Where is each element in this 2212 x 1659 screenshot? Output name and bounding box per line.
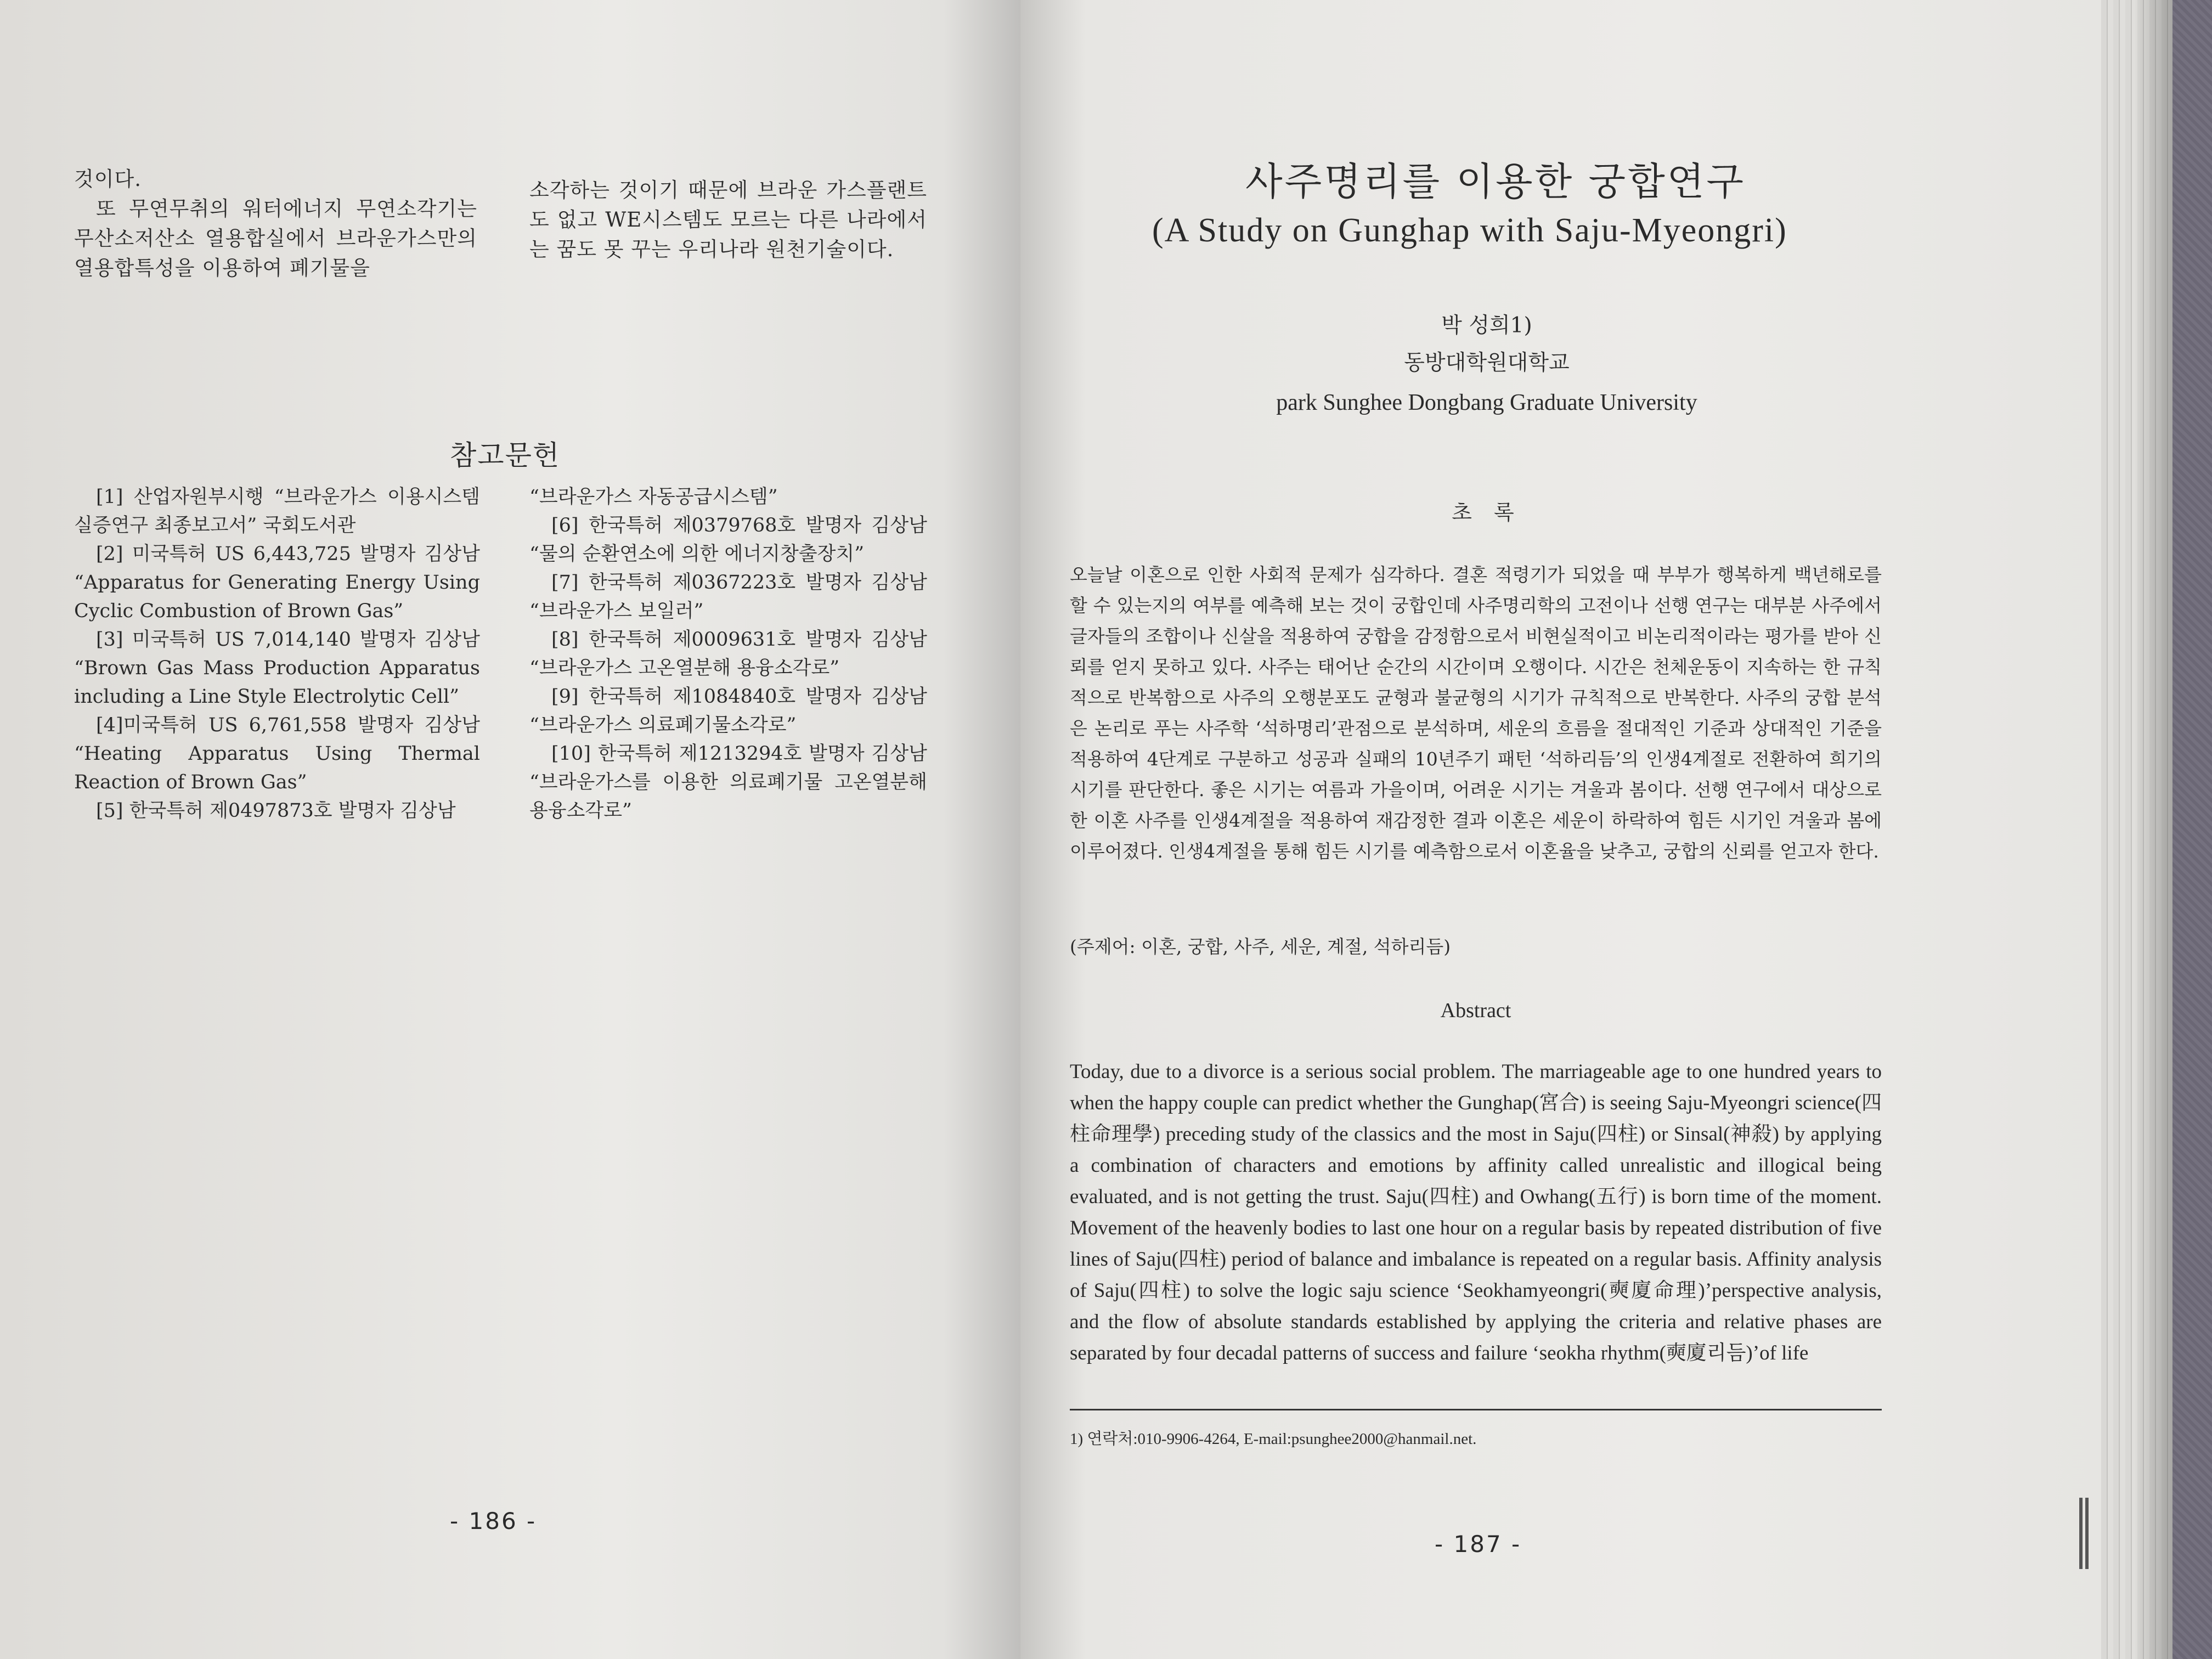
reference-item: [2] 미국특허 US 6,443,725 발명자 김상남 “Apparatus for Generating Energy Using Cyclic Combustion of Brown Gas” <box>74 543 480 622</box>
affiliation-english: park Sunghee Dongbang Graduate University <box>1276 390 1697 415</box>
reference-item: [4]미국특허 US 6,761,558 발명자 김상남 “Heating Apparatus Using Thermal Reaction of Brown Gas” <box>74 714 480 793</box>
paragraph: 것이다. <box>74 167 142 191</box>
affiliation-korean: 동방대학원대학교 <box>1404 351 1570 375</box>
references-heading: 참고문헌 <box>450 439 561 471</box>
references-column-2 <box>529 483 927 825</box>
reference-item: [5] 한국특허 제0497873호 발명자 김상남 <box>96 800 456 822</box>
abstract-korean-text: 오늘날 이혼으로 인한 사회적 문제가 심각하다. 결혼 적령기가 되었을 때 부부가 행복하게 백년해로를 할 수 있는지의 여부를 예측해 보는 것이 궁합인데 사주명리학의 고전이나 선행 연구는 대부분 사주에서 글자들의 조합이나 신살을 적용하여 궁합을 감정함으로서 비현실적이고 비논리적이라는 평가를 받아 신뢰를 얻지 못하고 있다. 사주는 태어난 순간의 시간이며 오행이다. 시간은 천체운동이 지속하는 한 규칙적으로 반복함으로 사주의 오행분포도 균형과 불균형의 시기가 규칙적으로 반복한다. 사주의 궁합 분석은 논리로 푸는 사주학 ‘석하명리’관점으로 분석하며, 세운의 흐름을 절대적인 기준과 상대적인 기준을 적용하여 4단계로 구분하고 성공과 실패의 10년주기 패턴 ‘석하리듬’의 인생4계절로 전환하여 희기의 시기를 판단한다. 좋은 시기는 여름과 가을이며, 어려운 시기는 겨울과 봄이다. 선행 연구에서 대상으로 한 이혼 사주를 인생4계절을 적용하여 재감정한 결과 이혼은 세운이 하락하여 힘든 시기인 겨울과 봄에 이루어졌다. 인생4계절을 통해 힘든 시기를 예측함으로서 이혼율을 낮추고, 궁합의 신뢰를 얻고자 한다. <box>1070 564 1882 862</box>
footnote-divider <box>1070 1409 1882 1410</box>
abstract-english <box>1070 1056 1882 1369</box>
reference-item: [8] 한국특허 제0009631호 발명자 김상남 “브라운가스 고온열분해 용융소각로” <box>529 629 927 679</box>
keywords: (주제어: 이혼, 궁합, 사주, 세운, 계절, 석하리듬) <box>1070 936 1451 957</box>
footnote: 1) 연락처:010-9906-4264, E-mail:psunghee2000@hanmail.net. <box>1070 1430 1477 1448</box>
edge-shadow <box>2134 0 2172 1659</box>
paragraph: 또 무연무취의 워터에너지 무연소각기는 무산소저산소 열용합실에서 브라운가스만의 열용합특성을 이용하여 폐기물을 <box>74 197 477 280</box>
reference-item: [3] 미국특허 US 7,014,140 발명자 김상남 “Brown Gas Mass Production Apparatus including a Line Style Electrolytic Cell” <box>74 629 480 708</box>
reference-item: “브라운가스 자동공급시스템” <box>529 486 778 508</box>
page-number-right: - 187 - <box>1435 1531 1522 1558</box>
abstract-korean <box>1070 560 1882 867</box>
left-column-1 <box>74 165 477 283</box>
edge-marks <box>2079 1498 2095 1569</box>
reference-item: [9] 한국특허 제1084840호 발명자 김상남 “브라운가스 의료폐기물소각로” <box>529 686 927 736</box>
reference-item: [10] 한국특허 제1213294호 발명자 김상남 “브라운가스를 이용한 의료폐기물 고온열분해 용융소각로” <box>529 743 927 822</box>
reference-item: [1] 산업자원부시행 “브라운가스 이용시스템 실증연구 최종보고서” 국회도서관 <box>74 486 480 537</box>
abstract-english-text: Today, due to a divorce is a serious social problem. The marriageable age to one hundred years to when the happy couple can predict whether the Gunghap(宮合) is seeing Saju-Myeongri science(四柱命理學) preceding study of the classics and the most in Saju(四柱) or Sinsal(神殺) by applying a combination of characters and emotions by affinity called unrealistic and illogical being evaluated, and is not getting the trust. Saju(四柱) and Owhang(五行) is born time of the moment. Movement of the heavenly bodies to last one hour on a regular basis by repeated distribution of five lines of Saju(四柱) period of balance and imbalance is repeated on a regular basis. Affinity analysis of Saju(四柱) to solve the logic saju science ‘Seokhamyeongri(奭廈命理)’perspective analysis, and the flow of absolute standards established by applying the criteria and relative phases are separated by four decadal patterns of success and failure ‘seokha rhythm(奭廈리듬)’of life <box>1070 1060 1882 1364</box>
left-column-2 <box>529 176 927 264</box>
page-number-left: - 186 - <box>450 1508 537 1534</box>
references-column-1 <box>74 483 480 825</box>
abstract-korean-heading: 초 록 <box>1452 500 1522 524</box>
abstract-english-heading: Abstract <box>1440 999 1511 1022</box>
paper-title-korean: 사주명리를 이용한 궁합연구 <box>1245 159 1746 204</box>
left-page <box>0 0 1026 1659</box>
paragraph: 소각하는 것이기 때문에 브라운 가스플랜트도 없고 WE시스템도 모르는 다른 나라에서는 꿈도 못 꾸는 우리나라 원천기술이다. <box>529 178 927 261</box>
author-name: 박 성희1) <box>1441 313 1532 338</box>
reference-item: [7] 한국특허 제0367223호 발명자 김상남 “브라운가스 보일러” <box>529 572 927 622</box>
reference-item: [6] 한국특허 제0379768호 발명자 김상남 “물의 순환연소에 의한 에너지창출장치” <box>529 515 927 565</box>
paper-title-english: (A Study on Gunghap with Saju-Myeongri) <box>1152 212 1787 249</box>
